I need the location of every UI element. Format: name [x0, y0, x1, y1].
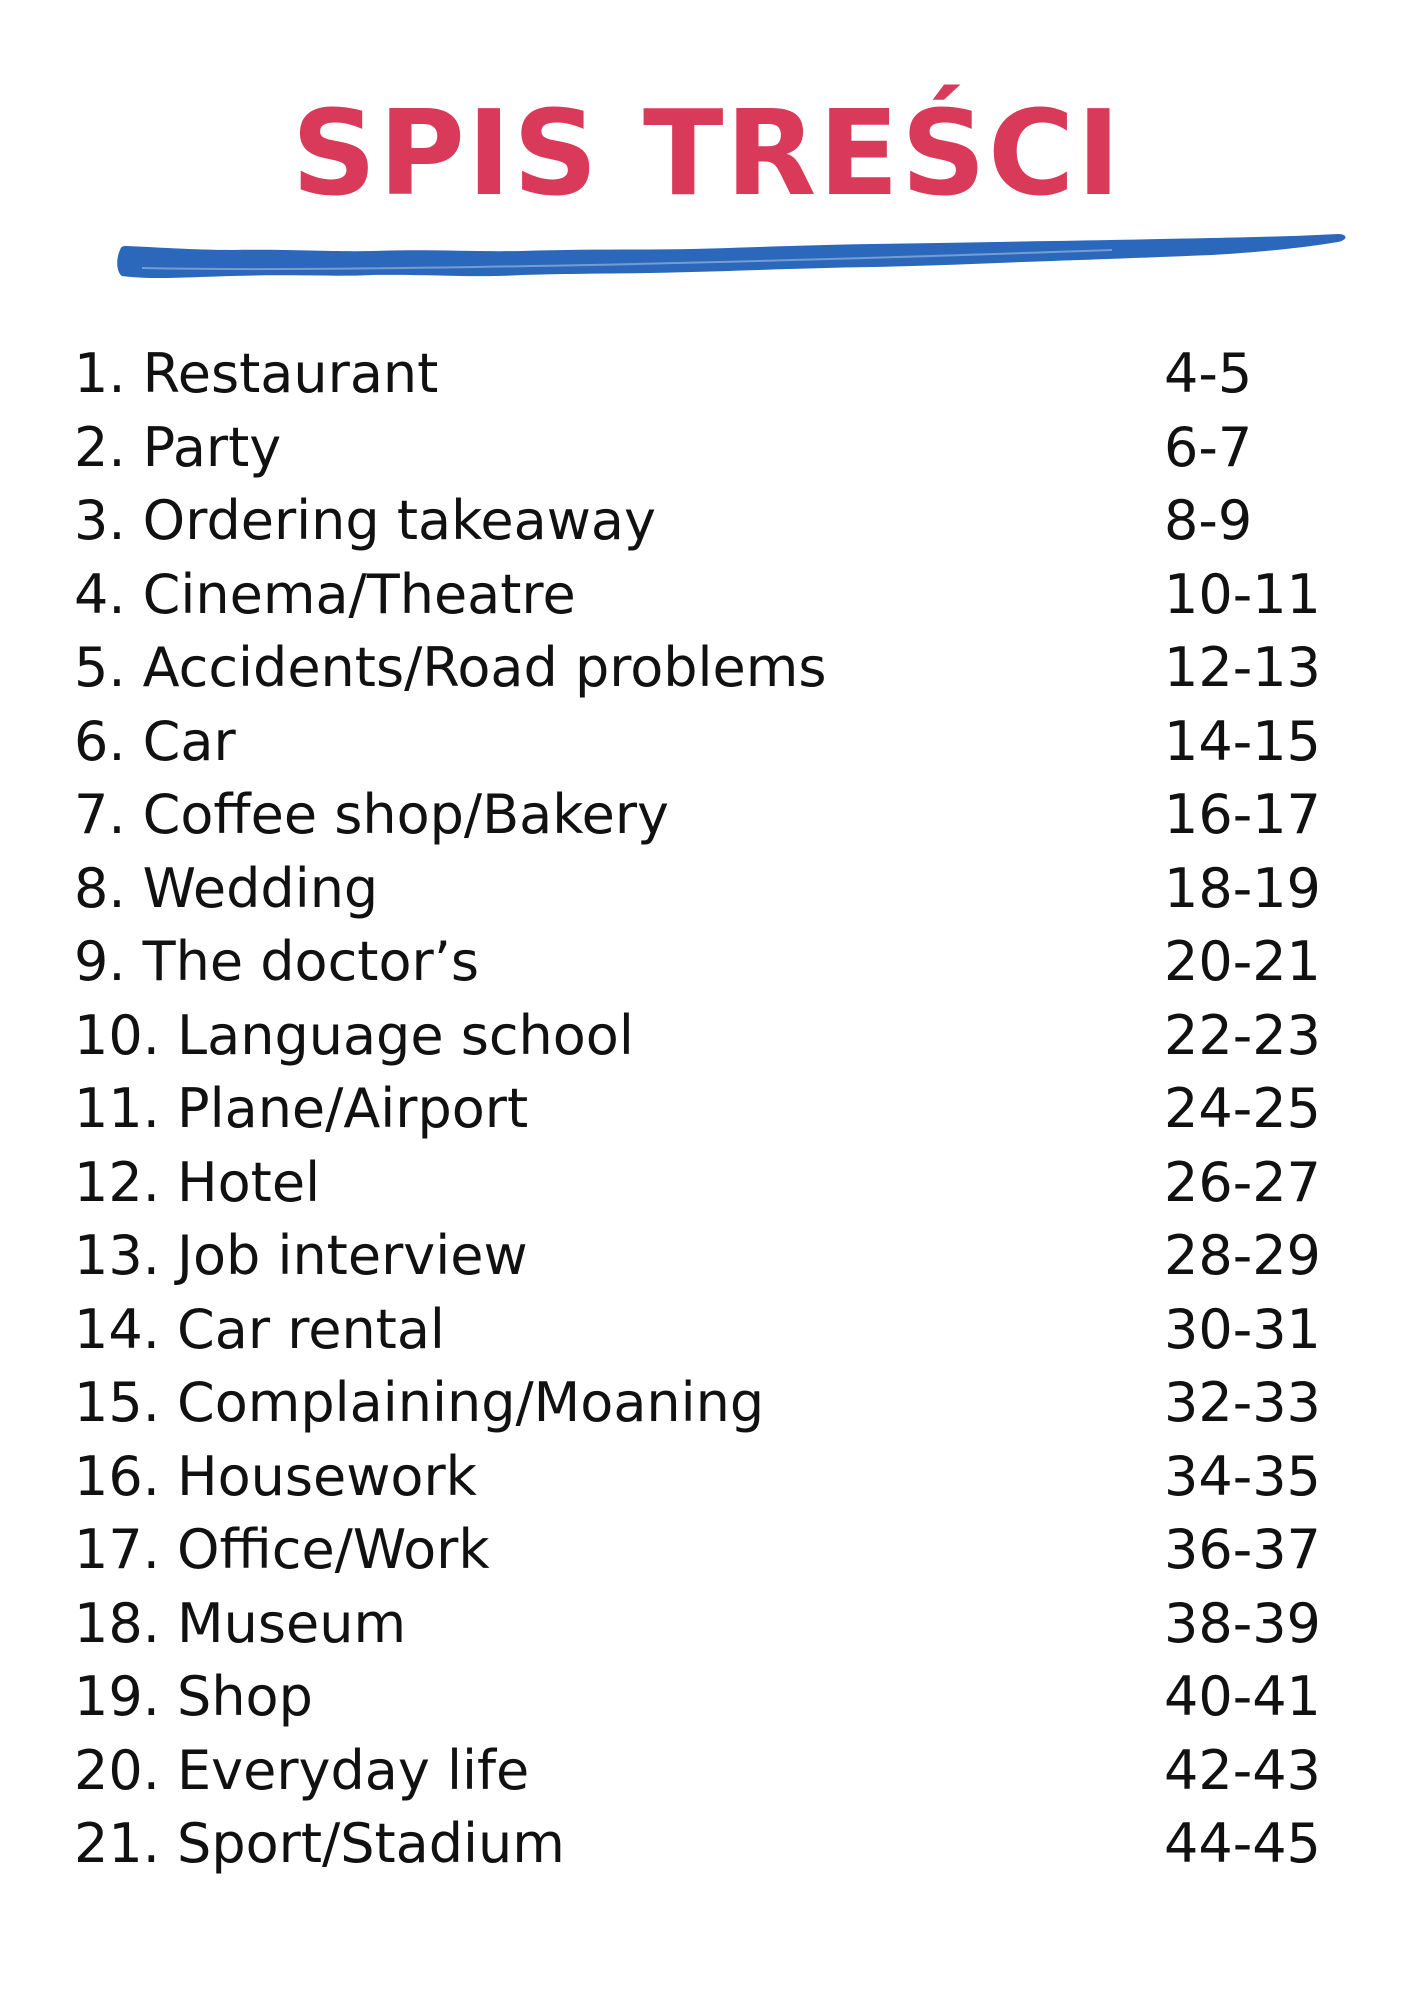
toc-entry: [74, 411, 1314, 485]
toc-entry: [74, 1366, 1321, 1440]
toc-entry-title: 9. The doctor’s: [74, 930, 479, 993]
toc-entry: [74, 705, 1321, 779]
toc-entry-title: 8. Wedding: [74, 856, 379, 920]
toc-entry-title: 19. Shop: [74, 1665, 313, 1728]
toc-entry-pages: 34-35: [1164, 1444, 1321, 1508]
toc-entry-title: 6. Car: [74, 709, 236, 773]
toc-entry: [74, 631, 1321, 705]
toc-entry: [74, 1513, 1321, 1587]
toc-entry: [74, 1440, 1321, 1514]
toc-entry-pages: 44-45: [1164, 1812, 1321, 1875]
toc-entry: [74, 1219, 1321, 1293]
toc-entry-pages: 12-13: [1164, 636, 1321, 699]
page-title: SPIS TREŚCI: [291, 84, 1123, 222]
toc-entry-pages: 42-43: [1164, 1738, 1321, 1802]
toc-entry-pages: 14-15: [1164, 709, 1321, 773]
toc-entry-title: 13. Job interview: [74, 1224, 528, 1287]
toc-entry-pages: 4-5: [1164, 342, 1253, 405]
toc-entry-title: 2. Party: [74, 415, 282, 479]
toc-entry-pages: 20-21: [1164, 930, 1321, 993]
toc-entry-pages: 16-17: [1164, 783, 1321, 846]
toc-entry-pages: 40-41: [1164, 1665, 1321, 1728]
table-of-contents: [74, 337, 1321, 1881]
toc-entry: [74, 778, 1321, 852]
toc-entry-title: 7. Coffee shop/Bakery: [74, 783, 669, 846]
toc-entry: [74, 1660, 1321, 1734]
toc-entry-title: 20. Everyday life: [74, 1738, 530, 1802]
toc-entry-title: 10. Language school: [74, 1003, 634, 1067]
toc-entry-pages: 6-7: [1164, 415, 1253, 479]
toc-entry-title: 21. Sport/Stadium: [74, 1812, 565, 1875]
toc-entry-pages: 30-31: [1164, 1297, 1321, 1361]
toc-entry-title: 14. Car rental: [74, 1297, 445, 1361]
toc-entry-pages: 28-29: [1164, 1224, 1321, 1287]
toc-entry-pages: 8-9: [1164, 489, 1253, 552]
toc-entry-pages: 24-25: [1164, 1077, 1321, 1140]
toc-entry-pages: 32-33: [1164, 1371, 1321, 1434]
toc-entry: [74, 1293, 1321, 1367]
toc-entry-title: 11. Plane/Airport: [74, 1077, 529, 1140]
toc-entry: [74, 1807, 1321, 1881]
toc-entry: [74, 999, 1321, 1073]
toc-entry-pages: 36-37: [1164, 1518, 1321, 1581]
brush-stroke-underline-icon: [112, 230, 1352, 296]
toc-entry-pages: 38-39: [1164, 1591, 1321, 1655]
toc-entry-pages: 10-11: [1164, 562, 1321, 626]
toc-entry: [74, 925, 1321, 999]
toc-entry: [74, 558, 1321, 632]
toc-entry-pages: 18-19: [1164, 856, 1321, 920]
toc-entry: [74, 1072, 1321, 1146]
toc-entry-title: 15. Complaining/Moaning: [74, 1371, 765, 1434]
toc-entry: [74, 852, 1321, 926]
toc-entry-pages: 26-27: [1164, 1150, 1321, 1214]
toc-entry-title: 16. Housework: [74, 1444, 477, 1508]
toc-entry: [74, 1734, 1321, 1808]
toc-entry-title: 1. Restaurant: [74, 342, 439, 405]
toc-entry: [74, 484, 1314, 558]
toc-entry: [74, 1146, 1321, 1220]
toc-entry: [74, 1587, 1321, 1661]
toc-entry-title: 3. Ordering takeaway: [74, 489, 656, 552]
toc-entry-title: 5. Accidents/Road problems: [74, 636, 827, 699]
toc-entry-title: 18. Museum: [74, 1591, 407, 1655]
toc-entry-title: 12. Hotel: [74, 1150, 321, 1214]
toc-entry: [74, 337, 1314, 411]
toc-entry-pages: 22-23: [1164, 1003, 1321, 1067]
toc-entry-title: 4. Cinema/Theatre: [74, 562, 576, 626]
toc-entry-title: 17. Office/Work: [74, 1518, 490, 1581]
